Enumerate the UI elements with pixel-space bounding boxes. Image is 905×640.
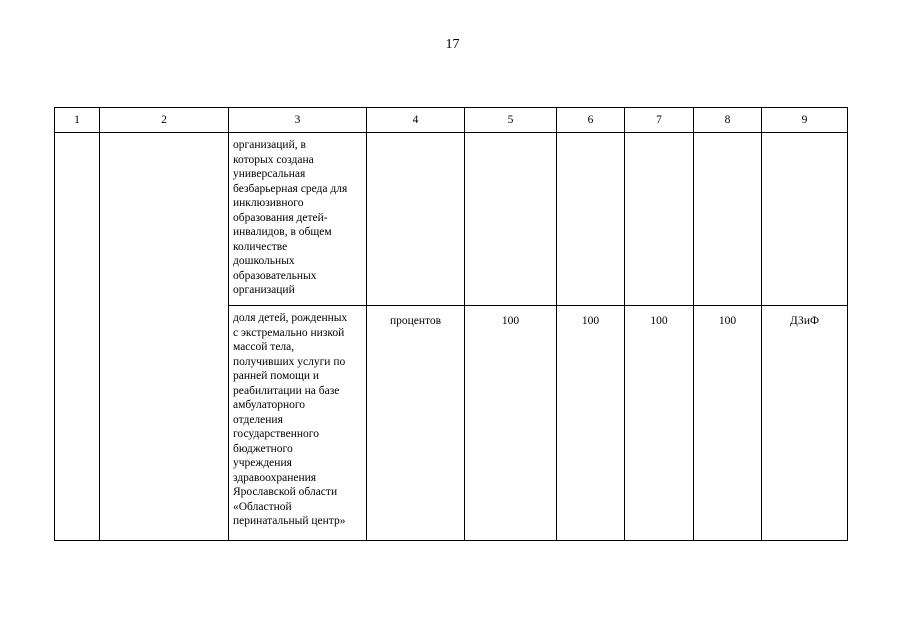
unit-text (367, 133, 464, 141)
column-header-6: 6 (557, 108, 625, 133)
table-cell-unit (367, 306, 465, 541)
value-text (465, 133, 556, 141)
column-header-8: 8 (694, 108, 762, 133)
value-text: 100 (581, 315, 600, 327)
value-text: 100 (501, 315, 520, 327)
column-header-7: 7 (625, 108, 694, 133)
responsible-text (762, 133, 847, 141)
page-number: 17 (445, 37, 460, 52)
responsible-text: ДЗиФ (789, 315, 820, 327)
table-cell-col5 (465, 306, 557, 541)
indicator-text: доля детей, рожденных с экстремально низкой массой тела, получивших услуги по ранней помощи и реабилитации на базе амбулаторного отделения государственного бюджетного учреждения здравоохранения Ярославской области «Областной перинатальный центр» (233, 312, 348, 527)
value-text: 100 (718, 315, 737, 327)
table-cell-col7 (625, 306, 694, 541)
column-header-1: 1 (55, 108, 100, 133)
column-header-9: 9 (762, 108, 848, 133)
table-cell-col7 (625, 133, 694, 306)
value-text (694, 133, 761, 141)
table-cell-col2 (100, 133, 229, 541)
table-cell-col8 (694, 133, 762, 306)
table-cell-col5 (465, 133, 557, 306)
table-cell-responsible (762, 133, 848, 306)
table-cell-col8 (694, 306, 762, 541)
table-cell-responsible (762, 306, 848, 541)
column-header-4: 4 (367, 108, 465, 133)
table-cell-col6 (557, 306, 625, 541)
column-header-3: 3 (229, 108, 367, 133)
unit-text: процентов (389, 315, 442, 327)
table-cell-unit (367, 133, 465, 306)
value-text: 100 (650, 315, 668, 327)
table-row (55, 133, 848, 306)
table-cell-col6 (557, 133, 625, 306)
indicators-table (54, 107, 848, 541)
value-text (625, 133, 693, 141)
column-header-2: 2 (100, 108, 229, 133)
column-header-5: 5 (465, 108, 557, 133)
value-text (557, 133, 624, 141)
table-cell-indicator (229, 306, 367, 541)
indicator-text: организаций, в которых создана универсальная безбарьерная среда для инклюзивного образования детей- инвалидов, в общем количестве дошкольных образовательных организаций (233, 139, 348, 296)
table-cell-col1 (55, 133, 100, 541)
table-cell-indicator (229, 133, 367, 306)
table-header-row (55, 108, 848, 133)
